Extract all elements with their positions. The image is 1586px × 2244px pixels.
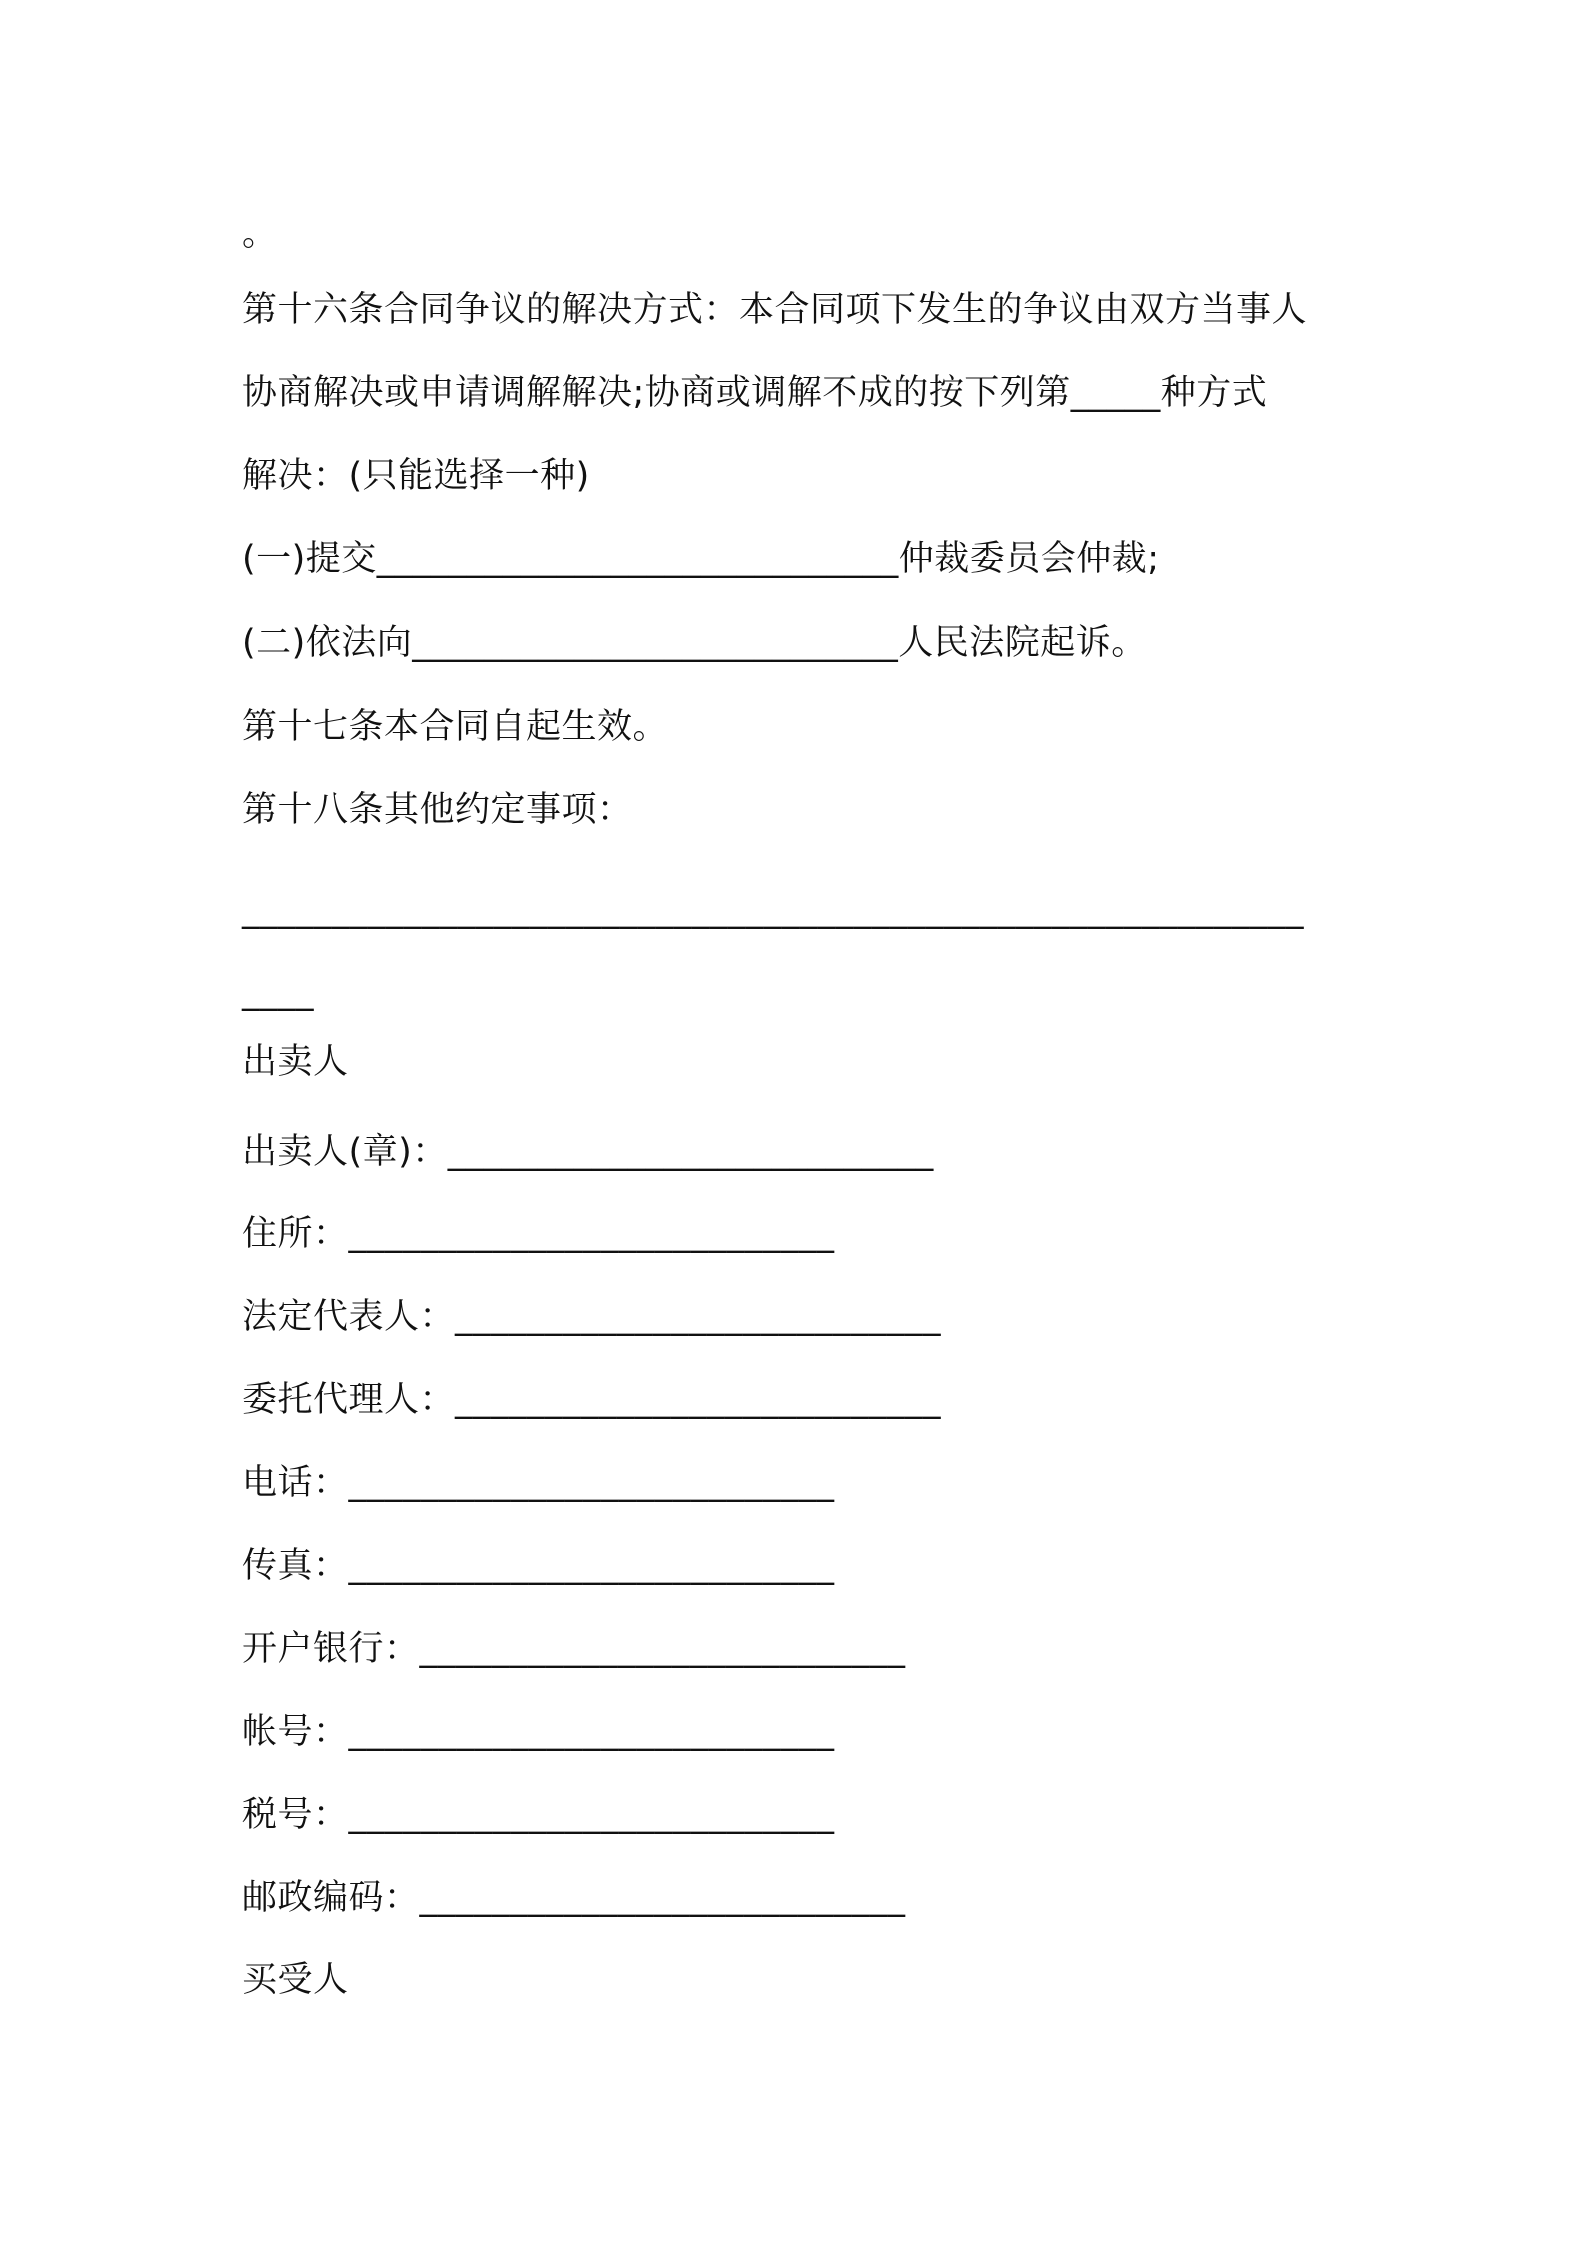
buyer-heading: 买受人 — [242, 1960, 349, 2000]
seller-tax-id-field: 税号：___________________________ — [242, 1795, 835, 1835]
article-16-line-2: 协商解决或申请调解解决;协商或调解不成的按下列第_____种方式 — [242, 373, 1268, 413]
other-matters-blank-line: ___________________________________________________________ — [242, 890, 1304, 930]
article-16-line-1: 第十六条合同争议的解决方式：本合同项下发生的争议由双方当事人 — [242, 290, 1308, 330]
other-matters-blank-line-end: ____ — [242, 972, 314, 1012]
leading-period: 。 — [242, 214, 278, 254]
seller-legal-rep-field: 法定代表人：___________________________ — [242, 1297, 942, 1337]
article-17: 第十七条本合同自起生效。 — [242, 707, 669, 747]
seller-phone-field: 电话：___________________________ — [242, 1463, 835, 1503]
option-arbitration: (一)提交_____________________________仲裁委员会仲裁; — [242, 539, 1160, 579]
seller-seal-field: 出卖人(章)：___________________________ — [242, 1132, 934, 1172]
seller-account-field: 帐号：___________________________ — [242, 1712, 835, 1752]
option-court: (二)依法向___________________________人民法院起诉。 — [242, 623, 1147, 663]
seller-agent-field: 委托代理人：___________________________ — [242, 1380, 942, 1420]
seller-fax-field: 传真：___________________________ — [242, 1546, 835, 1586]
seller-heading: 出卖人 — [242, 1042, 349, 1082]
seller-bank-field: 开户银行：___________________________ — [242, 1629, 906, 1669]
seller-address-field: 住所：___________________________ — [242, 1214, 835, 1254]
article-16-line-3: 解决：(只能选择一种) — [242, 456, 590, 496]
seller-postcode-field: 邮政编码：___________________________ — [242, 1878, 906, 1918]
article-18: 第十八条其他约定事项： — [242, 790, 633, 830]
